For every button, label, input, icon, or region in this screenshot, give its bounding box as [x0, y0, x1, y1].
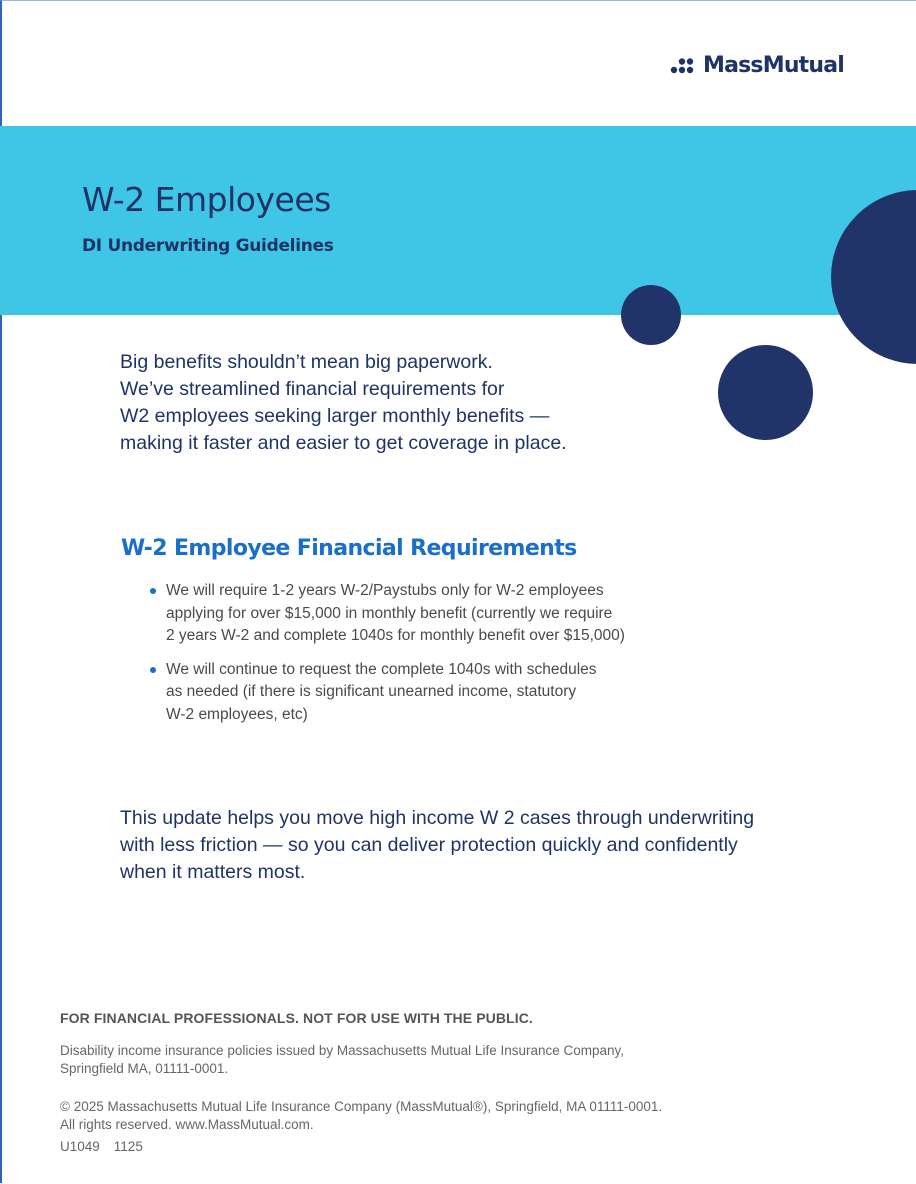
- form-date: 1125: [113, 1139, 143, 1154]
- intro-line: Big benefits shouldn’t mean big paperwork.: [120, 351, 493, 373]
- issuer-line: Springfield MA, 01111-0001.: [60, 1061, 229, 1076]
- issuer-notice: [60, 1042, 760, 1078]
- list-item-line: applying for over $15,000 in monthly benefit (currently we require: [166, 604, 613, 622]
- issuer-line: Disability income insurance policies issued by Massachusetts Mutual Life Insurance Company,: [60, 1043, 625, 1058]
- intro-line: making it faster and easier to get coverage in place.: [120, 432, 567, 454]
- form-number: [60, 1139, 143, 1154]
- professional-use-disclaimer: FOR FINANCIAL PROFESSIONALS. NOT FOR USE WITH THE PUBLIC.: [60, 1010, 533, 1026]
- closing-line: when it matters most.: [120, 861, 306, 883]
- bullet-icon: [150, 667, 156, 673]
- copyright-line: All rights reserved. www.MassMutual.com.: [60, 1117, 314, 1132]
- list-item-line: W-2 employees, etc): [166, 705, 308, 723]
- closing-paragraph: [120, 805, 820, 886]
- list-item: [150, 580, 690, 648]
- closing-line: This update helps you move high income W 2 cases through underwriting: [120, 807, 755, 829]
- decorative-circle-small: [621, 285, 681, 345]
- list-item-line: as needed (if there is significant unearned income, statutory: [166, 683, 577, 700]
- requirements-heading: W-2 Employee Financial Requirements: [121, 536, 577, 561]
- dot-cluster-icon: [670, 55, 698, 75]
- intro-line: W2 employees seeking larger monthly benefits —: [120, 405, 550, 427]
- copyright-line: © 2025 Massachusetts Mutual Life Insurance Company (MassMutual®), Springfield, MA 01111-0001.: [60, 1099, 663, 1114]
- form-code: U1049: [60, 1139, 100, 1154]
- list-item: [150, 659, 690, 727]
- list-item-line: We will continue to request the complete 1040s with schedules: [166, 660, 597, 678]
- list-item-line: 2 years W-2 and complete 1040s for monthly benefit over $15,000): [166, 627, 625, 644]
- decorative-circle-medium: [718, 345, 813, 440]
- page-subtitle: DI Underwriting Guidelines: [82, 236, 334, 256]
- logo-wordmark: MassMutual: [703, 52, 845, 78]
- intro-paragraph: [120, 349, 640, 457]
- intro-line: We’ve streamlined financial requirements for: [120, 378, 505, 400]
- requirements-list: [150, 580, 690, 737]
- closing-line: with less friction — so you can deliver protection quickly and confidently: [120, 834, 738, 856]
- copyright-notice: [60, 1098, 760, 1134]
- header-banner: [0, 126, 916, 315]
- list-item-line: We will require 1-2 years W-2/Paystubs only for W-2 employees: [166, 582, 604, 599]
- page-title: W-2 Employees: [82, 180, 331, 219]
- bullet-icon: [150, 588, 156, 594]
- massmutual-logo: [670, 50, 844, 80]
